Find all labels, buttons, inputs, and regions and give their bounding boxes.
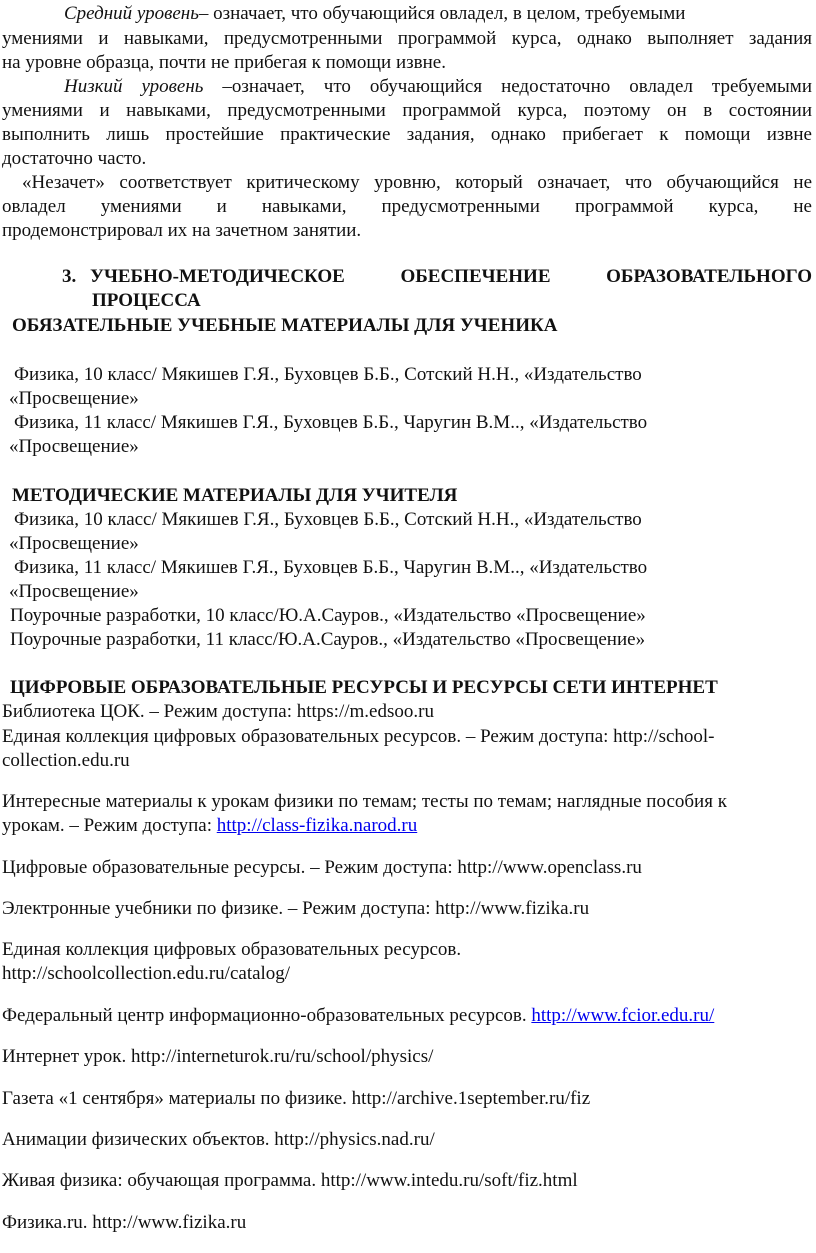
teacher-lesson-plans-11: Поурочные разработки, 11 класс/Ю.А.Сауров., «Издательство «Просвещение»: [10, 629, 646, 650]
teacher-book-1-line-2: «Просвещение»: [9, 533, 139, 554]
low-level-text: –означает, что обучающийся недостаточно овладел требуемыми: [222, 76, 812, 97]
fail-line-2: овладел умениями и навыками, предусмотренными программой курса, не: [2, 196, 812, 217]
mid-level-line-3: на уровне образца, почти не прибегая к помощи извне.: [2, 52, 446, 73]
section-title-line-1: УЧЕБНО-МЕТОДИЧЕСКОЕ ОБЕСПЕЧЕНИЕ ОБРАЗОВАТЕЛЬНОГО: [90, 266, 812, 287]
mid-level-text: – означает, что обучающийся овладел, в целом, требуемыми: [198, 3, 686, 24]
fail-line-1: «Незачет» соответствует критическому уровню, который означает, что обучающийся не: [22, 172, 812, 193]
resource-school-collection-line-2: collection.edu.ru: [2, 750, 130, 771]
fail-line-3: продемонстрировал их на зачетном занятии.: [2, 220, 362, 241]
resource-edsoo: Библиотека ЦОК. – Режим доступа: https://m.edsoo.ru: [2, 701, 434, 722]
teacher-book-2-line-2: «Просвещение»: [9, 581, 139, 602]
mid-level-line-2: умениями и навыками, предусмотренными программой курса, однако выполняет задания: [2, 28, 812, 49]
mid-level-line-1: [64, 2, 812, 26]
resource-fcior-text: Федеральный центр информационно-образовательных ресурсов.: [2, 1005, 532, 1026]
resource-collection-catalog-line-1: Единая коллекция цифровых образовательных ресурсов.: [2, 939, 462, 960]
resource-class-fizika-line-2: [2, 814, 417, 838]
student-book-1-line-2: «Просвещение»: [9, 388, 139, 409]
resource-school-collection-line-1: Единая коллекция цифровых образовательных ресурсов. – Режим доступа: http://school-: [2, 726, 715, 747]
resource-collection-catalog-line-2: http://schoolcollection.edu.ru/catalog/: [2, 963, 291, 984]
section-heading: [62, 265, 812, 289]
teacher-book-1-line-1: Физика, 10 класс/ Мякишев Г.Я., Буховцев Б.Б., Сотский Н.Н., «Издательство: [14, 509, 642, 530]
resource-class-fizika-text: урокам. – Режим доступа:: [2, 815, 217, 836]
low-level-line-3: выполнить лишь простейшие практические задания, однако прибегает к помощи извне: [2, 124, 812, 145]
resource-physics-nad: Анимации физических объектов. http://physics.nad.ru/: [2, 1129, 435, 1150]
low-level-line-2: умениями и навыками, предусмотренными программой курса, поэтому он в состоянии: [2, 100, 812, 121]
low-level-term: Низкий уровень: [64, 76, 204, 97]
digital-resources-heading: ЦИФРОВЫЕ ОБРАЗОВАТЕЛЬНЫЕ РЕСУРСЫ И РЕСУРСЫ СЕТИ ИНТЕРНЕТ: [10, 677, 718, 698]
student-book-1-line-1: Физика, 10 класс/ Мякишев Г.Я., Буховцев Б.Б., Сотский Н.Н., «Издательство: [14, 364, 642, 385]
section-title-line-2: ПРОЦЕССА: [92, 290, 201, 311]
section-number: 3.: [62, 266, 77, 287]
low-level-line-1: [64, 75, 812, 99]
class-fizika-link[interactable]: http://class-fizika.narod.ru: [216, 815, 418, 836]
student-book-2-line-2: «Просвещение»: [9, 436, 139, 457]
resource-openclass: Цифровые образовательные ресурсы. – Режим доступа: http://www.openclass.ru: [2, 857, 642, 878]
resource-1september: Газета «1 сентября» материалы по физике. http://archive.1september.ru/fiz: [2, 1088, 591, 1109]
resource-interneturok: Интернет урок. http://interneturok.ru/ru/school/physics/: [2, 1046, 434, 1067]
teacher-materials-heading: МЕТОДИЧЕСКИЕ МАТЕРИАЛЫ ДЛЯ УЧИТЕЛЯ: [12, 485, 458, 506]
resource-class-fizika-line-1: Интересные материалы к урокам физики по темам; тесты по темам; наглядные пособия к: [2, 791, 727, 812]
fcior-link[interactable]: http://www.fcior.edu.ru/: [531, 1005, 715, 1026]
resource-fizika-textbooks: Электронные учебники по физике. – Режим доступа: http://www.fizika.ru: [2, 898, 590, 919]
resource-intedu: Живая физика: обучающая программа. http://www.intedu.ru/soft/fiz.html: [2, 1170, 578, 1191]
student-materials-heading: ОБЯЗАТЕЛЬНЫЕ УЧЕБНЫЕ МАТЕРИАЛЫ ДЛЯ УЧЕНИКА: [12, 315, 558, 336]
resource-fizika-ru: Физика.ru. http://www.fizika.ru: [2, 1212, 247, 1233]
student-book-2-line-1: Физика, 11 класс/ Мякишев Г.Я., Буховцев Б.Б., Чаругин В.М.., «Издательство: [14, 412, 648, 433]
mid-level-term: Средний уровень: [64, 3, 199, 24]
teacher-book-2-line-1: Физика, 11 класс/ Мякишев Г.Я., Буховцев Б.Б., Чаругин В.М.., «Издательство: [14, 557, 648, 578]
resource-fcior: [2, 1004, 714, 1028]
low-level-line-4: достаточно часто.: [2, 148, 147, 169]
teacher-lesson-plans-10: Поурочные разработки, 10 класс/Ю.А.Сауров., «Издательство «Просвещение»: [10, 605, 646, 626]
